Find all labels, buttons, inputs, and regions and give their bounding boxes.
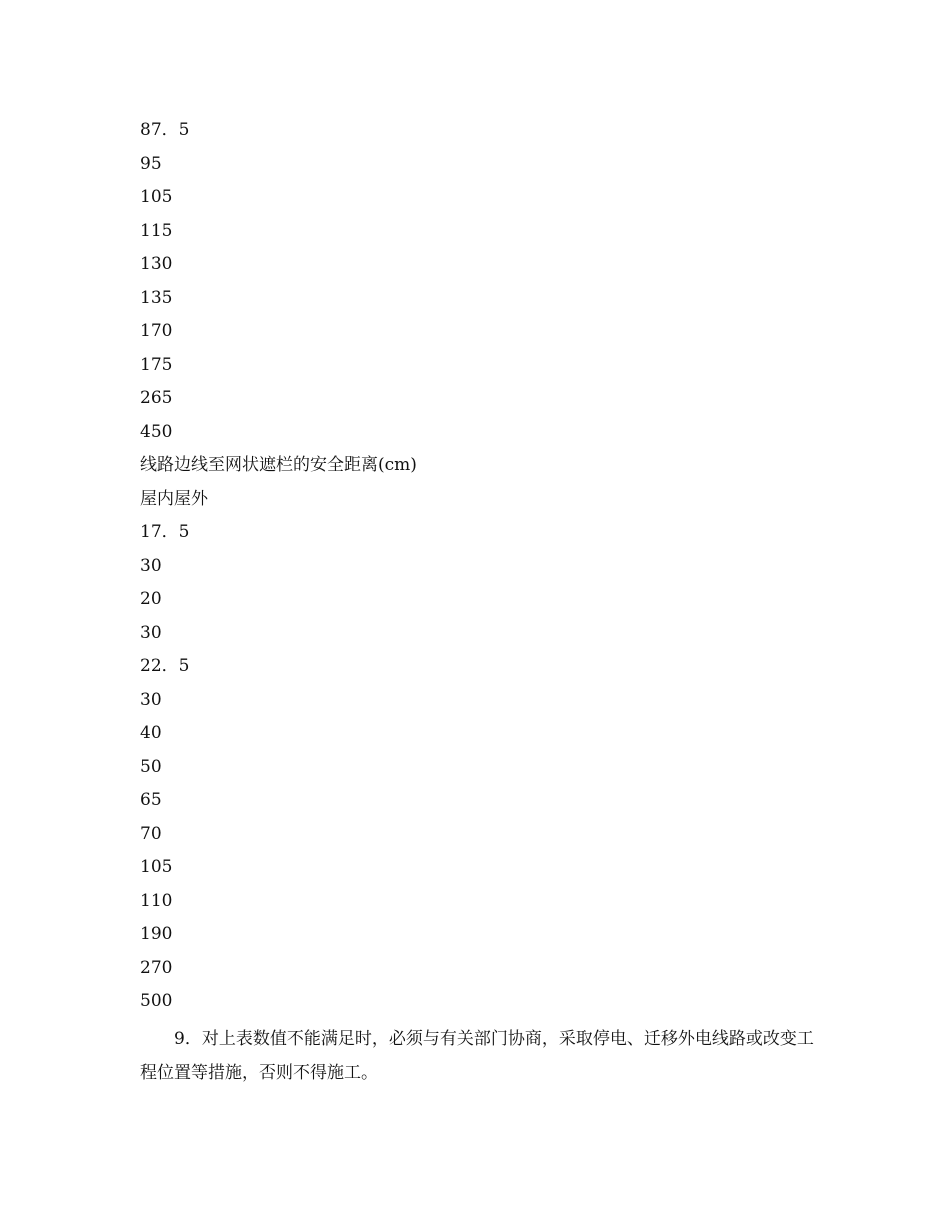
text-line: 30 — [140, 555, 162, 576]
text-line: 270 — [140, 957, 173, 978]
section-heading: 线路边线至网状遮栏的安全距离(cm) — [140, 455, 417, 475]
text-line: 17．5 — [140, 522, 190, 542]
text-line: 190 — [140, 924, 173, 944]
text-line: 40 — [140, 723, 162, 743]
text-line: 105 — [140, 857, 173, 877]
text-line: 20 — [140, 589, 162, 609]
text-line: 175 — [140, 354, 173, 375]
text-line: 30 — [140, 622, 162, 643]
text-line: 115 — [140, 220, 173, 241]
text-line: 135 — [140, 287, 173, 308]
text-line: 65 — [140, 790, 162, 810]
text-line: 105 — [140, 187, 173, 207]
text-line: 110 — [140, 890, 173, 911]
text-line: 87．5 — [140, 120, 190, 140]
text-line: 265 — [140, 388, 173, 408]
text-line: 170 — [140, 321, 173, 341]
text-line: 22．5 — [140, 656, 190, 676]
text-line: 95 — [140, 153, 162, 174]
text-line: 500 — [140, 991, 173, 1011]
clause-paragraph: 9．对上表数值不能满足时，必须与有关部门协商，采取停电、迁移外电线路或改变工程位置等措施，否则不得施工。 — [140, 1029, 814, 1083]
column-labels: 屋内屋外 — [140, 488, 208, 509]
text-line: 30 — [140, 689, 162, 710]
text-line: 70 — [140, 823, 162, 844]
text-line: 50 — [140, 756, 162, 777]
value-list — [140, 119, 830, 1024]
text-line: 450 — [140, 421, 173, 442]
text-line: 130 — [140, 254, 173, 274]
